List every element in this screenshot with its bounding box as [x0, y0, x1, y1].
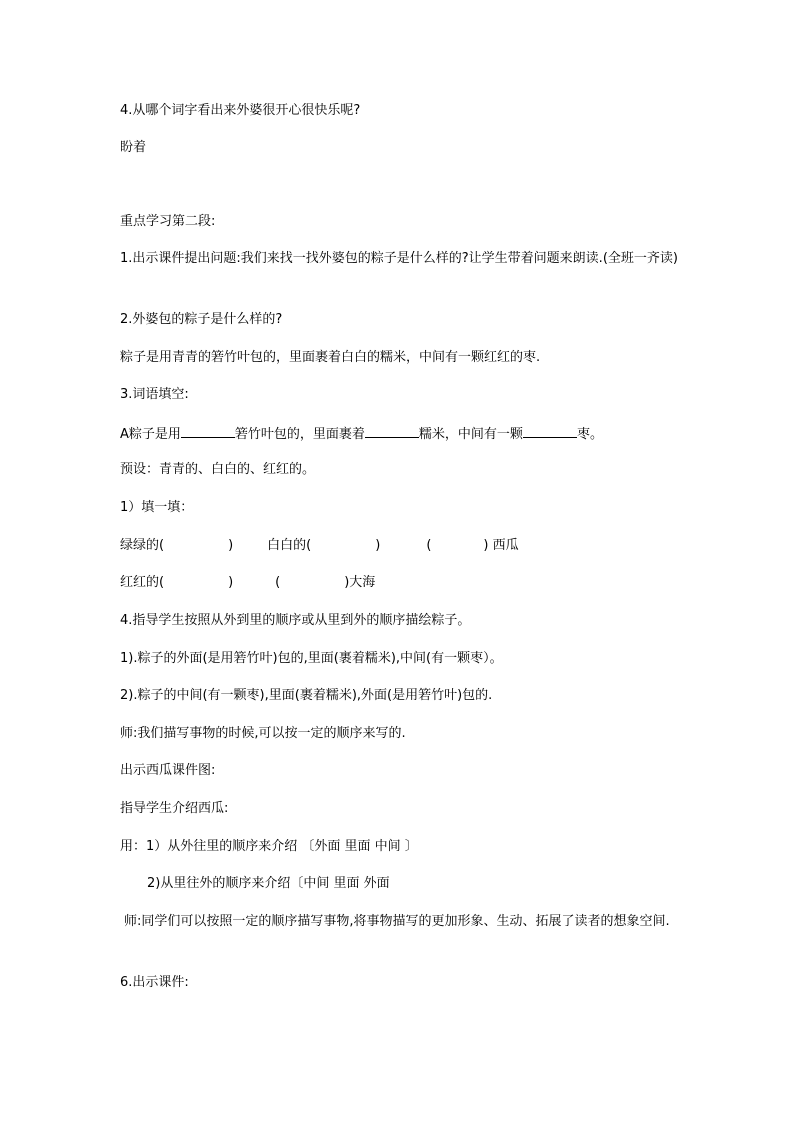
fill-blank-1[interactable]: [181, 423, 235, 438]
fill-row-1: [120, 536, 519, 555]
sea-open: (: [275, 575, 281, 590]
watermelon-label: ) 西瓜: [483, 538, 519, 553]
white-label: 白白的(: [267, 538, 312, 553]
fill-blank-2[interactable]: [365, 423, 419, 438]
red-label: 红红的(: [120, 575, 165, 590]
item-2: 2.外婆包的粽子是什么样的?: [120, 312, 283, 327]
red-close: ): [228, 575, 234, 590]
preset-answer: 预设：青青的、白白的、红红的。: [120, 462, 316, 477]
fill-blank-3[interactable]: [523, 423, 577, 438]
green-label: 绿绿的(: [120, 538, 165, 553]
use-order-2: 2)从里往外的顺序来介绍〔中间 里面 外面: [147, 876, 390, 891]
fill-a-text-1: A粽子是用: [120, 427, 181, 442]
teacher-note-2: 师:同学们可以按照一定的顺序描写事物,将事物描写的更加形象、生动、拓展了读者的想象空间.: [124, 914, 670, 929]
use-order-1: 用：1）从外往里的顺序来介绍 〔外面 里面 中间 〕: [120, 839, 418, 854]
question-4-heading: 4.从哪个词字看出来外婆很开心很快乐呢?: [120, 103, 361, 118]
item-3: 3.词语填空:: [120, 387, 189, 402]
section-heading: 重点学习第二段:: [120, 214, 216, 229]
order-1: 1).粽子的外面(是用箬竹叶)包的,里面(裹着糯米),中间(有一颗枣）。: [120, 651, 503, 666]
guide-students: 指导学生介绍西瓜:: [120, 801, 229, 816]
sea-label: )大海: [344, 575, 376, 590]
order-2: 2).粽子的中间(有一颗枣),里面(裹着糯米),外面(是用箬竹叶)包的.: [120, 688, 493, 703]
show-watermelon: 出示西瓜课件图:: [120, 763, 216, 778]
item-1: 1.出示课件提出问题:我们来找一找外婆包的粽子是什么样的?让学生带着问题来朗读.(全班一齐读): [120, 251, 678, 266]
white-close: ): [375, 538, 381, 553]
item-6: 6.出示课件:: [120, 975, 189, 990]
fill-row-2: [120, 573, 375, 592]
fill-in-sentence-a: [120, 423, 603, 444]
question-4-answer: 盼着: [120, 140, 147, 155]
fill-a-text-2: 箬竹叶包的，里面裹着: [234, 427, 365, 442]
fill-a-text-4: 枣。: [576, 427, 603, 442]
answer-2: 粽子是用青青的箬竹叶包的，里面裹着白白的糯米，中间有一颗红红的枣.: [120, 350, 541, 365]
item-4: 4.指导学生按照从外到里的顺序或从里到外的顺序描绘粽子。: [120, 613, 471, 628]
green-close: ): [228, 538, 234, 553]
watermelon-open: (: [426, 538, 432, 553]
sub-item-1: 1）填一填：: [120, 500, 194, 515]
teacher-note-1: 师:我们描写事物的时候,可以按一定的顺序来写的.: [120, 726, 406, 741]
fill-a-text-3: 糯米，中间有一颗: [418, 427, 523, 442]
